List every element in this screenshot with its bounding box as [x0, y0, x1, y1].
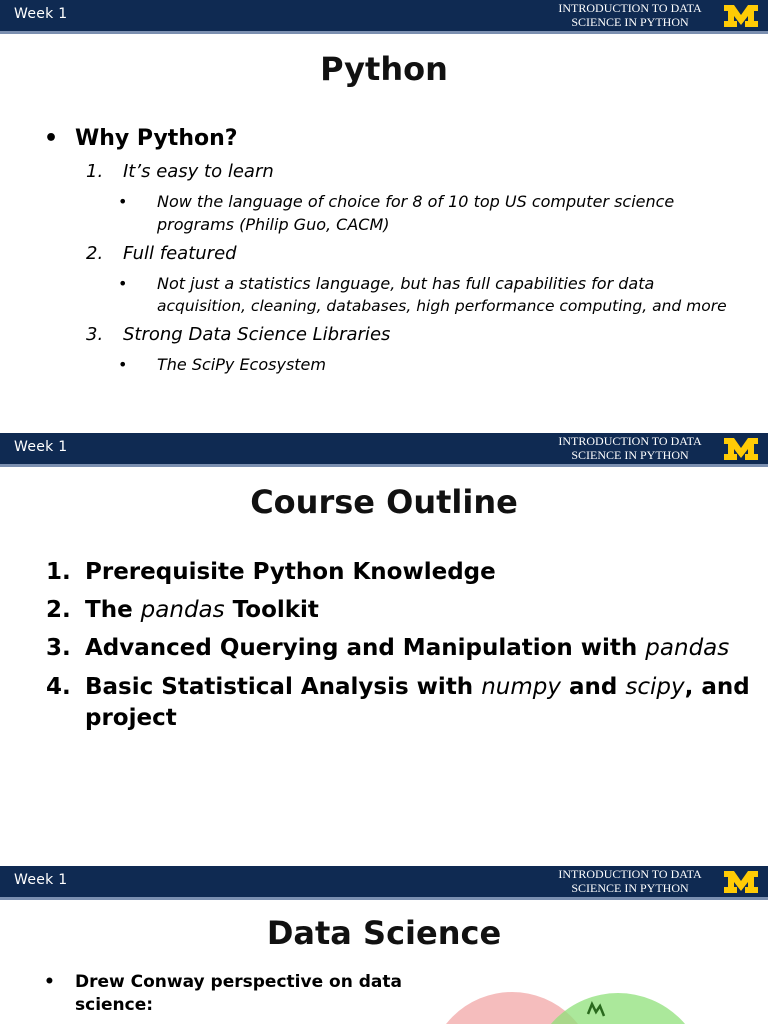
outline-text: Prerequisite Python Knowledge [85, 559, 496, 585]
course-title [545, 867, 715, 895]
bullet-text: Drew Conway perspective on data [75, 972, 402, 992]
item-text: Full featured [123, 243, 237, 264]
sub-bullet-dot: • [118, 274, 128, 293]
outline-text: , and [684, 674, 750, 700]
venn-diagram [430, 986, 768, 1024]
block-m-logo-icon [723, 870, 759, 894]
outline-emphasis: pandas [645, 635, 730, 661]
week-label: Week 1 [14, 872, 68, 888]
outline-item [85, 557, 496, 588]
item-number: 2. [86, 243, 104, 264]
outline-text: project [85, 705, 177, 731]
slide-header [0, 866, 768, 900]
outline-number: 4. [46, 674, 71, 700]
item-number: 3. [86, 324, 104, 345]
outline-item [85, 633, 729, 664]
item-text: Strong Data Science Libraries [123, 324, 391, 345]
outline-number: 3. [46, 635, 71, 661]
outline-number: 2. [46, 597, 71, 623]
course-title-line2: SCIENCE IN PYTHON [571, 15, 689, 29]
sub-bullet-dot: • [118, 355, 128, 374]
outline-emphasis: numpy [481, 674, 561, 700]
item-number: 1. [86, 161, 104, 182]
bullet-dot: • [44, 126, 59, 151]
outline-emphasis: scipy [625, 674, 685, 700]
course-title-line1: INTRODUCTION TO DATA [558, 434, 702, 448]
slide-title: Course Outline [250, 483, 518, 521]
week-label: Week 1 [14, 439, 68, 455]
course-title-line2: SCIENCE IN PYTHON [571, 448, 689, 462]
outline-text: Toolkit [224, 597, 319, 623]
sub-bullet-dot: • [118, 192, 128, 211]
outline-text: and [560, 674, 626, 700]
course-title [545, 434, 715, 462]
slide-header [0, 0, 768, 34]
outline-text: Basic Statistical Analysis with [85, 674, 482, 700]
sub-item-text: The SciPy Ecosystem [157, 355, 326, 374]
slide-title: Python [320, 50, 448, 88]
slide-course-outline [0, 433, 768, 866]
item-text: It’s easy to learn [123, 161, 274, 182]
course-title-line1: INTRODUCTION TO DATA [558, 1, 702, 15]
course-title-line2: SCIENCE IN PYTHON [571, 881, 689, 895]
week-label: Week 1 [14, 6, 68, 22]
outline-emphasis: pandas [140, 597, 225, 623]
outline-text: Advanced Querying and Manipulation with [85, 635, 646, 661]
course-title-line1: INTRODUCTION TO DATA [558, 867, 702, 881]
sub-item-text: Now the language of choice for 8 of 10 top US computer science [157, 192, 675, 211]
course-title [545, 1, 715, 29]
sub-item-text: programs (Philip Guo, CACM) [157, 215, 390, 234]
slide-python [0, 0, 768, 433]
slide-data-science [0, 866, 768, 1024]
block-m-logo-icon [723, 437, 759, 461]
bullet-dot: • [44, 972, 55, 992]
bullet-heading: Why Python? [75, 126, 238, 151]
bullet-text: science: [75, 995, 154, 1015]
block-m-logo-icon [723, 4, 759, 28]
sub-item-text: acquisition, cleaning, databases, high performance computing, and more [157, 297, 727, 315]
outline-item [85, 595, 319, 626]
slide-header [0, 433, 768, 467]
outline-item [85, 672, 750, 703]
outline-text: The [85, 597, 141, 623]
sub-item-text: Not just a statistics language, but has full capabilities for data [157, 274, 655, 293]
slide-title: Data Science [266, 914, 502, 952]
outline-number: 1. [46, 559, 71, 585]
